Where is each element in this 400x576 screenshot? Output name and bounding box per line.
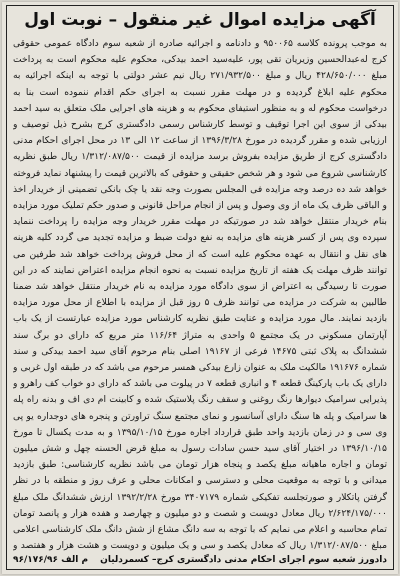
notice-frame — [6, 5, 394, 570]
notice-signer: دادورز شعبه سوم اجرای احکام مدنی دادگستری کرج– کسمردلیان — [100, 555, 387, 565]
notice-code: م الف ۹۶/۱۷۶/۹۶ — [13, 555, 89, 565]
notice-footer — [13, 552, 387, 568]
newspaper-clipping — [2, 2, 398, 574]
notice-body: به موجب پرونده کلاسه ۹۵۰۰۶۵ و دادنامه و اجرائیه صادره از شعبه سوم دادگاه عمومی حقوقی کرج له‌عبدالحسین وزیریان تقی پور، علیه‌سید احمد بیدکی، محکوم علیه محکوم است به پرداخت مبلغ ۴۲۸/۶۵۰/۰۰۰ ریال و مبلغ ۲۷۱/۹۳۲/۵۰۰ ریال نیم عشر دولتی با توجه به اینکه اجرائیه به محکوم علیه ابلاغ گردیده و در مهلت مقرر نسبت به اجرای حکم اقدام ننموده است بنا به درخواست محکوم له و به منظور استیفای محکوم به و هزینه های اجرایی ملک متعلق به سید احمد بیدکی از سوی این اجرا توقیف و توسط کارشناس رسمی دادگستری کرج بشرح ذیل توصیف و ارزیابی شده و مقرر گردیده در مورخ ۱۳۹۶/۳/۲۸ از ساعت ۱۲ الی ۱۳ در محل اجرای احکام مدنی دادگستری کرج از طریق مزایده بفروش برسد مزایده از قیمت ۱/۳۱۲/۰۸۷/۵۰۰ ریال طبق نظریه کارشناسی شروع می شود و هر شخص حقیقی و حقوقی که بالاترین قیمت را پیشنهاد نماید فروخته خواهد شد ده درصد وجه مزایده فی المجلس بصورت وجه نقد یا چک بانکی تضمینی از خریدار اخذ و الباقی ظرف یک ماه از وی وصول و پس از انجام مراحل قانونی و صدور حکم تملیک مورد مزایده بنام خریدار منتقل خواهد شد در صورتیکه در مهلت مقرر خریدار وجه مزایده را پرداخت ننماید سپرده وی پس از کسر هزینه های مزایده به نفع دولت ضبط و مزایده تجدید می گردد کلیه هزینه های نقل و انتقال به عهده محکوم علیه است که از محل فروش پرداخت خواهد شد طرفین می توانند ظرف مهلت یک هفته از تاریخ مزایده نسبت به نحوه انجام مزایده اعتراض نمایند که در این صورت تا رسیدگی به اعتراض از سوی دادگاه مورد مزایده به نام خریدار منتقل خواهد شد ضمنا طالبین به شرکت در مزایده می توانند ظرف ۵ روز قبل از مزایده با اطلاع از محل مورد مزایده بازدید نمایند. مال مورد مزایده و عنایت طبق نظریه کارشناس مورد مزایده عبارتست از یک باب آپارتمان مسکونی در یک مجتمع ۵ واحدی به متراژ ۱۱۶/۶۴ متر مربع که دارای دو برگ سند ششدانگ به پلاک ثبتی ۱۴۶۷۵ فرعی از ۱۹۱۶۷ اصلی بنام مرحوم آقای سید احمد بیدکی و سند شماره ۱۹۱۶۷۶ مالکیت ملک به عنوان زارع بیدکی همسر مرحوم می باشد که در طبقه اول غربی و دارای یک باب پارکینگ قطعه ۴ و انباری قطعه ۷ در پیلوت می باشد که دارای دو خواب کف راهرو و پذیرایی سرامیک دیوارها رنگ روغنی و سقف رنگ پلاستیک شده و کابینت ام دی اف و بدنه راه پله ها سرامیک و پله ها سنگ دارای آسانسور و نمای مجتمع سنگ تراورتن و پنجره های دوجداره یو پی وی سی و در زمان بازدید واحد طبق قرارداد اجاره مورخ ۱۳۹۵/۱۰/۱۵ و به مدت یکسال تا مورخ ۱۳۹۶/۱۰/۱۵ در اختیار آقای سید حسن سادات رسول به مبلغ قرض الحسنه چهل و شش میلیون تومان و اجاره ماهیانه مبلغ یکصد و پنجاه هزار تومان می باشد نظریه کارشناسی: طبق بازدید میدانی و با توجه به موقعیت محلی و دسترسی و امکانات محلی و عرف روز و منطقه با در نظر گرفتن پاتکلار و صورتجلسه تفکیکی شماره ۳۴۰۷۱۷۹ مورخ ۱۳۹۲/۲/۲۸ ارزش ششدانگ ملک مبلغ ۲/۶۲۴/۱۷۵/۰۰۰ ریال معادل دویست و شصت و دو میلیون و چهارصد و هفده هزار و پانصد تومان تمام محاسبه و اعلام می نمایم که با توجه به سه دانگ مشاع از شش دانگ ملک کارشناسی اعلامی مبلغ ۱/۳۱۲/۰۸۷/۵۰۰ ریال که معادل یکصد و سی و یک میلیون و دویست و هشت هزار و هفتصد و — [13, 38, 387, 552]
notice-title: آگهی مزایده اموال غیر منقول – نوبت اول — [24, 10, 376, 30]
